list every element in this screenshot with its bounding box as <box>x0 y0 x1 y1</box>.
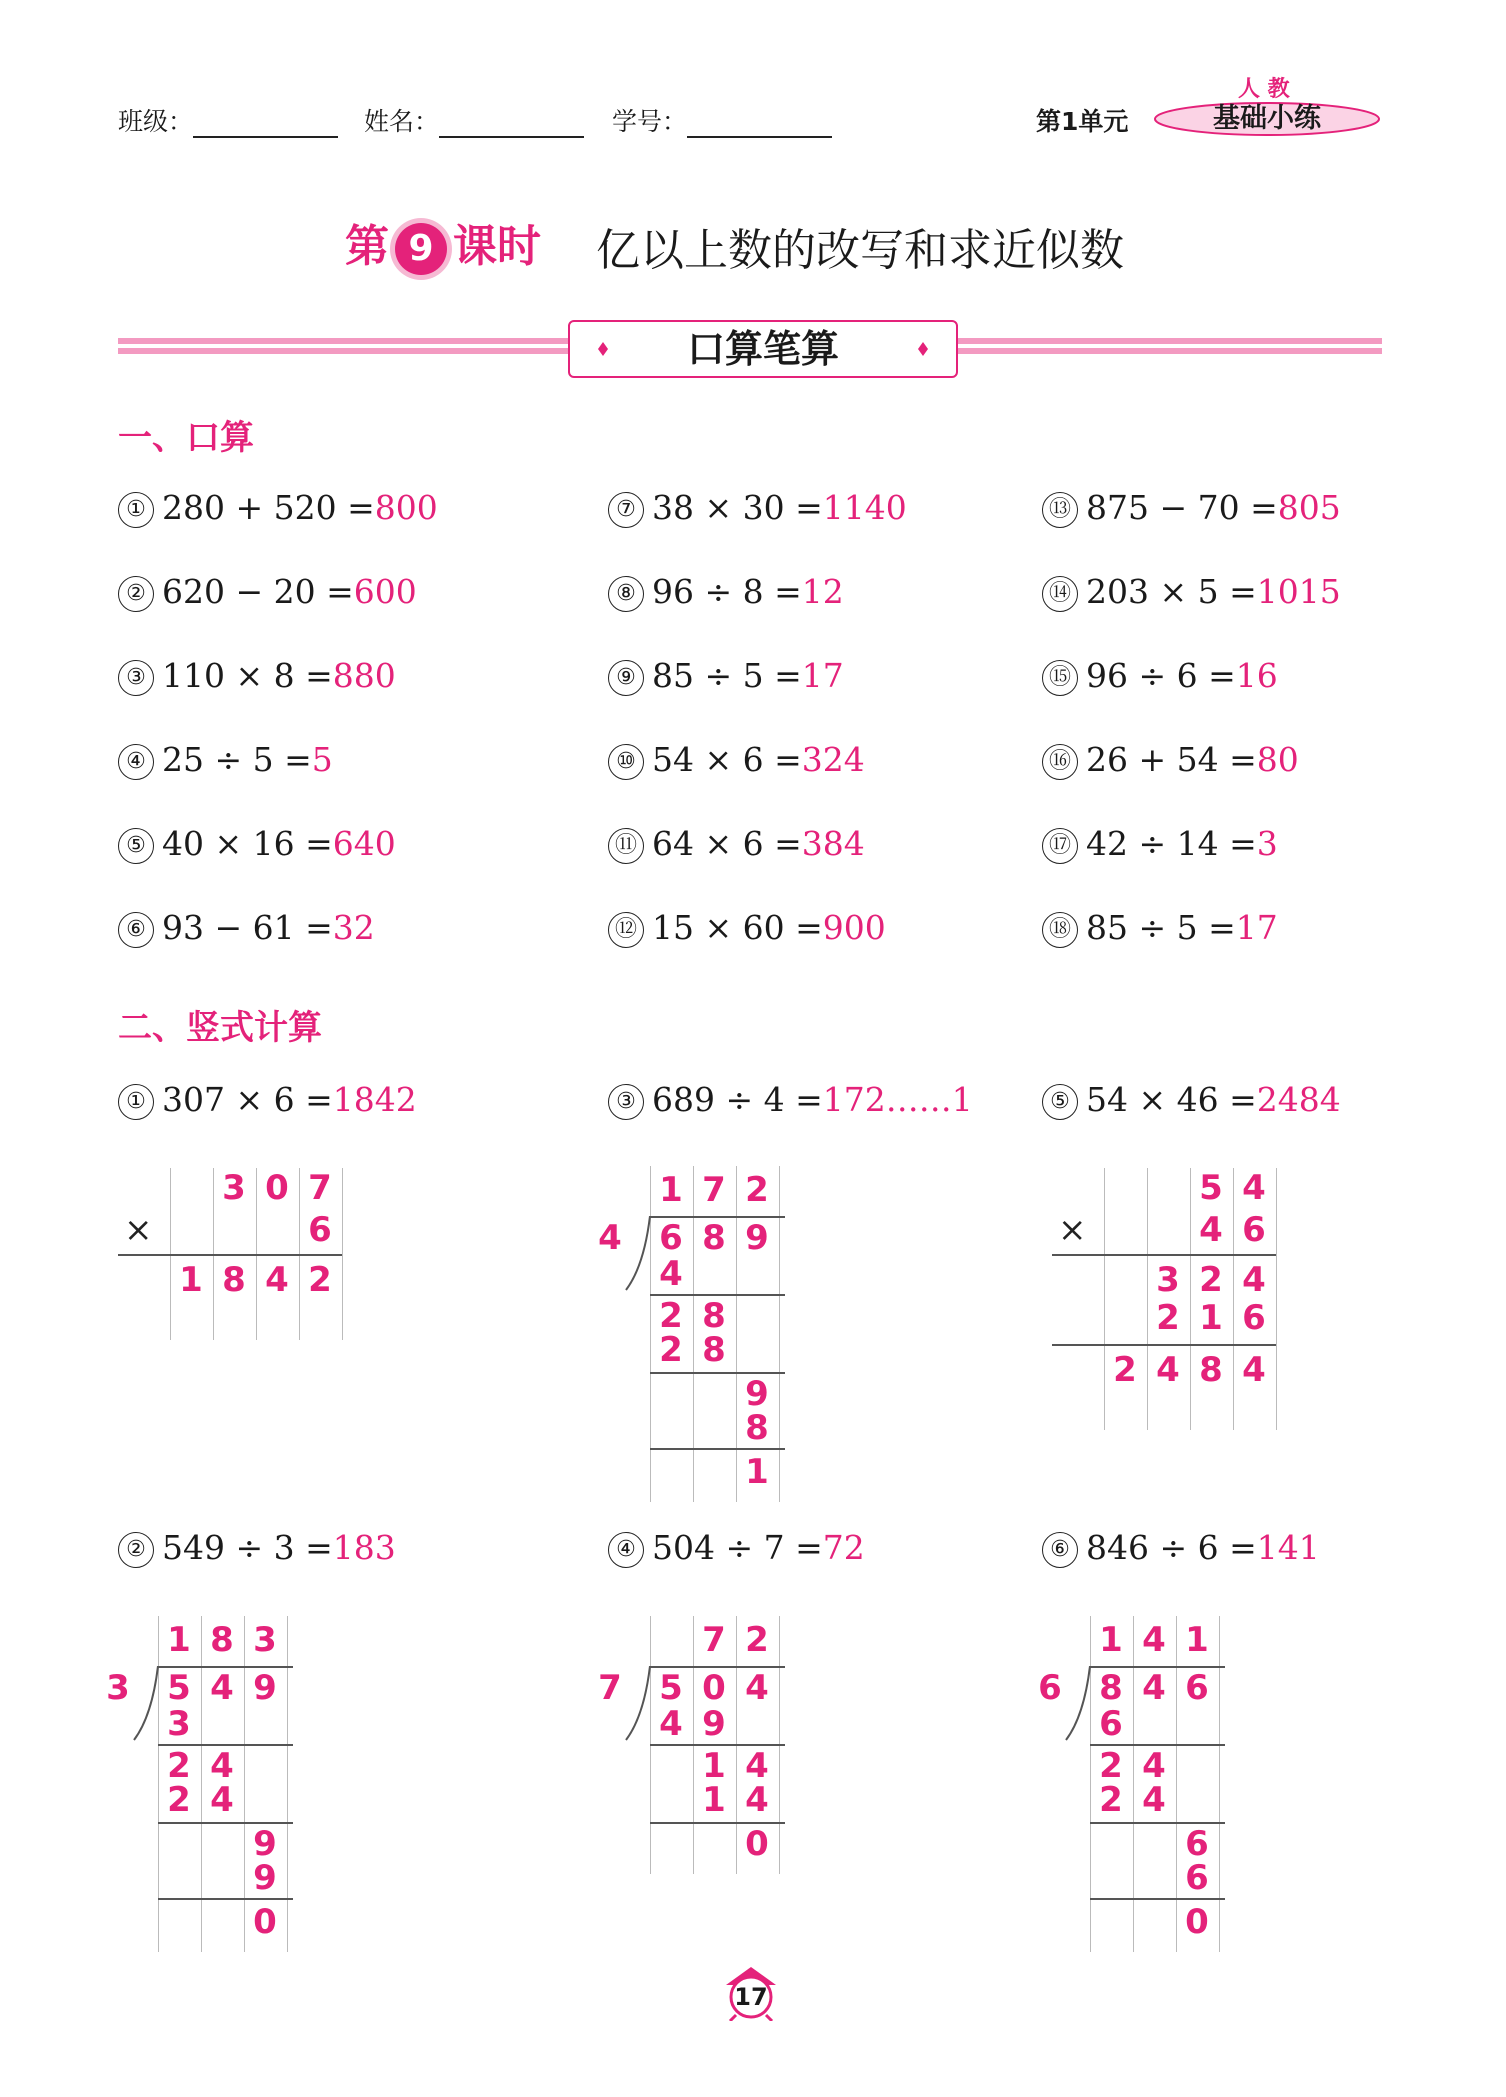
calc-digit: 4 <box>1142 1746 1166 1786</box>
problem-question: 504 ÷ 7 = <box>652 1528 823 1567</box>
calc-digit: 4 <box>210 1746 234 1786</box>
oral-problem <box>1042 572 1341 612</box>
oral-problem <box>608 488 907 528</box>
calc-digit: 2 <box>659 1296 683 1336</box>
calc-rule <box>118 1254 342 1256</box>
problem-question: 38 × 30 = <box>652 488 823 527</box>
calc-digit: 2 <box>1199 1260 1223 1300</box>
problem-answer: 805 <box>1277 488 1341 527</box>
calc-digit: 9 <box>253 1668 277 1708</box>
calc-digit: 6 <box>1099 1704 1123 1744</box>
problem-number: ⑤ <box>1042 1084 1078 1120</box>
oral-problem <box>608 656 844 696</box>
calc-digit: 4 <box>598 1218 622 1258</box>
problem-question: 42 ÷ 14 = <box>1086 824 1257 863</box>
diamond-icon <box>598 342 608 356</box>
problem-question: 85 ÷ 5 = <box>1086 908 1236 947</box>
problem-question: 40 × 16 = <box>162 824 333 863</box>
class-label: 班级： <box>118 107 194 136</box>
calc-digit: 2 <box>745 1620 769 1660</box>
problem-answer: 17 <box>801 656 844 695</box>
problem-number: ② <box>118 576 154 612</box>
calc-digit: 3 <box>1156 1260 1180 1300</box>
calc-digit: 3 <box>222 1168 246 1208</box>
problem-answer: 183 <box>332 1528 396 1567</box>
calc-digit: 6 <box>308 1210 332 1250</box>
problem-number: ④ <box>118 744 154 780</box>
problem-number: ⑰ <box>1042 828 1078 864</box>
calc-digit: 8 <box>745 1408 769 1448</box>
problem-question: 875 − 70 = <box>1086 488 1278 527</box>
problem-answer: 3 <box>1256 824 1278 863</box>
problem-answer: 12 <box>801 572 844 611</box>
oral-problem <box>118 908 375 948</box>
problem-question: 25 ÷ 5 = <box>162 740 312 779</box>
calc-digit: 2 <box>167 1780 191 1820</box>
calc-digit: 4 <box>1142 1780 1166 1820</box>
problem-answer: 32 <box>332 908 375 947</box>
oral-problem <box>608 824 865 864</box>
problem-answer: 80 <box>1256 740 1299 779</box>
calc-digit: 1 <box>179 1260 203 1300</box>
lesson-number: 9 <box>395 223 447 275</box>
problem-number: ⑭ <box>1042 576 1078 612</box>
calc-digit: 5 <box>167 1668 191 1708</box>
problem-question: 64 × 6 = <box>652 824 802 863</box>
section-banner <box>568 320 958 378</box>
lesson-label <box>345 210 541 275</box>
problem-number: ① <box>118 492 154 528</box>
calc-digit: 4 <box>659 1254 683 1294</box>
problem-number: ② <box>118 1532 154 1568</box>
calc-digit: 2 <box>167 1746 191 1786</box>
calc-digit: 0 <box>265 1168 289 1208</box>
calc-digit: 1 <box>167 1620 191 1660</box>
calc-digit: 7 <box>598 1668 622 1708</box>
calc-digit: 9 <box>745 1374 769 1414</box>
problem-answer: 5 <box>311 740 333 779</box>
calc-digit: 4 <box>1142 1668 1166 1708</box>
calc-digit: 2 <box>745 1170 769 1210</box>
problem-number: ⑫ <box>608 912 644 948</box>
calc-digit: 4 <box>265 1260 289 1300</box>
name-label: 姓名： <box>364 107 440 136</box>
problem-answer: 16 <box>1235 656 1278 695</box>
problem-number: ⑧ <box>608 576 644 612</box>
calc-digit: 4 <box>1242 1260 1266 1300</box>
problem-question: 96 ÷ 6 = <box>1086 656 1236 695</box>
problem-number: ③ <box>608 1084 644 1120</box>
calc-digit: 8 <box>222 1260 246 1300</box>
problem-question: 26 + 54 = <box>1086 740 1257 779</box>
lesson-prefix: 第 <box>345 221 389 272</box>
calc-rule <box>1052 1344 1276 1346</box>
problem-answer: 72 <box>822 1528 865 1567</box>
problem-answer: 2484 <box>1256 1080 1341 1119</box>
calc-digit: 9 <box>702 1704 726 1744</box>
part2-heading: 二、竖式计算 <box>118 1008 322 1048</box>
calc-digit: 2 <box>1099 1780 1123 1820</box>
calc-digit: 4 <box>210 1780 234 1820</box>
problem-number: ⑨ <box>608 660 644 696</box>
oral-problem <box>1042 740 1299 780</box>
problem-question: 15 × 60 = <box>652 908 823 947</box>
oral-problem <box>608 908 886 948</box>
oral-problem <box>608 740 865 780</box>
calc-digit: 3 <box>167 1704 191 1744</box>
calc-digit: 0 <box>1185 1902 1209 1942</box>
calc-digit: 7 <box>702 1620 726 1660</box>
calc-digit: 1 <box>745 1452 769 1492</box>
calc-digit: 6 <box>1185 1824 1209 1864</box>
problem-question: 96 ÷ 8 = <box>652 572 802 611</box>
band-left <box>118 338 568 358</box>
problem-question: 549 ÷ 3 = <box>162 1528 333 1567</box>
calc-digit: 9 <box>253 1824 277 1864</box>
calc-digit: 4 <box>1156 1350 1180 1390</box>
series-badge <box>1152 100 1382 138</box>
calc-digit: 2 <box>1099 1746 1123 1786</box>
diamond-icon <box>918 342 928 356</box>
grid-line <box>342 1168 343 1340</box>
calc-rule <box>158 1898 293 1900</box>
problem-number: ⑪ <box>608 828 644 864</box>
problem-question: 54 × 6 = <box>652 740 802 779</box>
calc-digit: 4 <box>1142 1620 1166 1660</box>
problem-answer: 880 <box>332 656 396 695</box>
calc-digit: 2 <box>1156 1298 1180 1338</box>
oral-problem <box>118 656 396 696</box>
calc-digit: 5 <box>659 1668 683 1708</box>
class-blank[interactable] <box>193 110 338 138</box>
problem-answer: 1140 <box>822 488 907 527</box>
problem-answer: 1842 <box>332 1080 417 1119</box>
problem-question: 85 ÷ 5 = <box>652 656 802 695</box>
calc-digit: 4 <box>745 1746 769 1786</box>
problem-number: ⑱ <box>1042 912 1078 948</box>
calc-digit: 1 <box>1099 1620 1123 1660</box>
calc-digit: 7 <box>308 1168 332 1208</box>
oral-problem <box>118 572 417 612</box>
unit-label: 第1单元 <box>1036 107 1129 136</box>
problem-answer: 800 <box>374 488 438 527</box>
calc-digit: 1 <box>702 1780 726 1820</box>
problem-question: 203 × 5 = <box>1086 572 1257 611</box>
calc-digit: 1 <box>702 1746 726 1786</box>
problem-answer: 900 <box>822 908 886 947</box>
calc-digit: 6 <box>1242 1210 1266 1250</box>
calc-digit: 9 <box>745 1218 769 1258</box>
badge-main: 基础小练 <box>1213 103 1321 134</box>
calc-digit: 4 <box>745 1780 769 1820</box>
calc-digit: 2 <box>659 1330 683 1370</box>
badge-top: 人 教 <box>1238 77 1290 102</box>
problem-answer: 172……1 <box>822 1080 973 1119</box>
calc-digit: 4 <box>745 1668 769 1708</box>
problem-number: ⑬ <box>1042 492 1078 528</box>
problem-answer: 640 <box>332 824 396 863</box>
written-problem <box>608 1080 973 1120</box>
calc-digit: 8 <box>210 1620 234 1660</box>
calc-digit: 1 <box>1185 1620 1209 1660</box>
page-number: 17 <box>734 1983 768 2011</box>
oral-problem <box>1042 656 1278 696</box>
problem-number: ③ <box>118 660 154 696</box>
id-label: 学号： <box>612 107 688 136</box>
problem-question: 110 × 8 = <box>162 656 333 695</box>
name-blank[interactable] <box>439 110 584 138</box>
calc-rule <box>1090 1898 1225 1900</box>
problem-number: ⑮ <box>1042 660 1078 696</box>
calc-digit: 1 <box>659 1170 683 1210</box>
calc-rule <box>650 1448 785 1450</box>
name-field <box>364 102 584 138</box>
calc-digit: 6 <box>659 1218 683 1258</box>
written-problem <box>118 1080 417 1120</box>
calc-digit: 6 <box>1185 1668 1209 1708</box>
times-sign: × <box>1058 1210 1087 1250</box>
calc-digit: 0 <box>253 1902 277 1942</box>
problem-question: 93 − 61 = <box>162 908 333 947</box>
written-problem <box>1042 1080 1341 1120</box>
problem-number: ⑥ <box>118 912 154 948</box>
oral-problem <box>118 824 396 864</box>
problem-question: 620 − 20 = <box>162 572 354 611</box>
problem-question: 54 × 46 = <box>1086 1080 1257 1119</box>
calc-digit: 8 <box>1099 1668 1123 1708</box>
oral-problem <box>608 572 844 612</box>
calc-digit: 4 <box>1242 1168 1266 1208</box>
oral-problem <box>118 740 333 780</box>
problem-answer: 17 <box>1235 908 1278 947</box>
written-problem <box>118 1528 396 1568</box>
calc-digit: 9 <box>253 1858 277 1898</box>
problem-number: ⑤ <box>118 828 154 864</box>
oral-problem <box>1042 488 1341 528</box>
calc-digit: 3 <box>106 1668 130 1708</box>
calc-digit: 2 <box>308 1260 332 1300</box>
part1-heading: 一、口算 <box>118 418 254 458</box>
problem-question: 280 + 520 = <box>162 488 375 527</box>
written-problem <box>1042 1528 1320 1568</box>
oral-problem <box>1042 908 1278 948</box>
oral-problem <box>118 488 438 528</box>
calc-rule <box>1052 1254 1276 1256</box>
problem-answer: 324 <box>801 740 865 779</box>
calc-digit: 1 <box>1199 1298 1223 1338</box>
calc-digit: 8 <box>702 1296 726 1336</box>
grid-line <box>1104 1168 1105 1430</box>
problem-number: ④ <box>608 1532 644 1568</box>
calc-digit: 4 <box>1242 1350 1266 1390</box>
problem-question: 689 ÷ 4 = <box>652 1080 823 1119</box>
calc-digit: 8 <box>702 1330 726 1370</box>
calc-digit: 4 <box>210 1668 234 1708</box>
id-field <box>612 102 832 138</box>
calc-digit: 0 <box>702 1668 726 1708</box>
times-sign: × <box>124 1210 153 1250</box>
problem-question: 307 × 6 = <box>162 1080 333 1119</box>
calc-digit: 4 <box>659 1704 683 1744</box>
calc-digit: 7 <box>702 1170 726 1210</box>
calc-digit: 6 <box>1242 1298 1266 1338</box>
page-title: 亿以上数的改写和求近似数 <box>596 225 1124 276</box>
problem-answer: 384 <box>801 824 865 863</box>
problem-number: ① <box>118 1084 154 1120</box>
calc-digit: 8 <box>1199 1350 1223 1390</box>
calc-digit: 3 <box>253 1620 277 1660</box>
id-blank[interactable] <box>687 110 832 138</box>
problem-number: ⑩ <box>608 744 644 780</box>
calc-digit: 0 <box>745 1824 769 1864</box>
calc-digit: 5 <box>1199 1168 1223 1208</box>
problem-number: ⑯ <box>1042 744 1078 780</box>
lesson-suffix: 课时 <box>453 221 541 272</box>
band-right <box>954 338 1382 358</box>
oral-problem <box>1042 824 1278 864</box>
grid-line <box>1276 1168 1277 1430</box>
class-field <box>118 102 338 138</box>
written-problem <box>608 1528 865 1568</box>
calc-digit: 8 <box>702 1218 726 1258</box>
calc-digit: 6 <box>1185 1858 1209 1898</box>
banner-text: 口算笔算 <box>686 327 839 371</box>
problem-number: ⑦ <box>608 492 644 528</box>
calc-digit: 2 <box>1113 1350 1137 1390</box>
page-number-badge <box>718 1965 784 2015</box>
problem-answer: 141 <box>1256 1528 1320 1567</box>
problem-question: 846 ÷ 6 = <box>1086 1528 1257 1567</box>
problem-number: ⑥ <box>1042 1532 1078 1568</box>
problem-answer: 1015 <box>1256 572 1341 611</box>
calc-digit: 4 <box>1199 1210 1223 1250</box>
problem-answer: 600 <box>353 572 417 611</box>
calc-digit: 6 <box>1038 1668 1062 1708</box>
